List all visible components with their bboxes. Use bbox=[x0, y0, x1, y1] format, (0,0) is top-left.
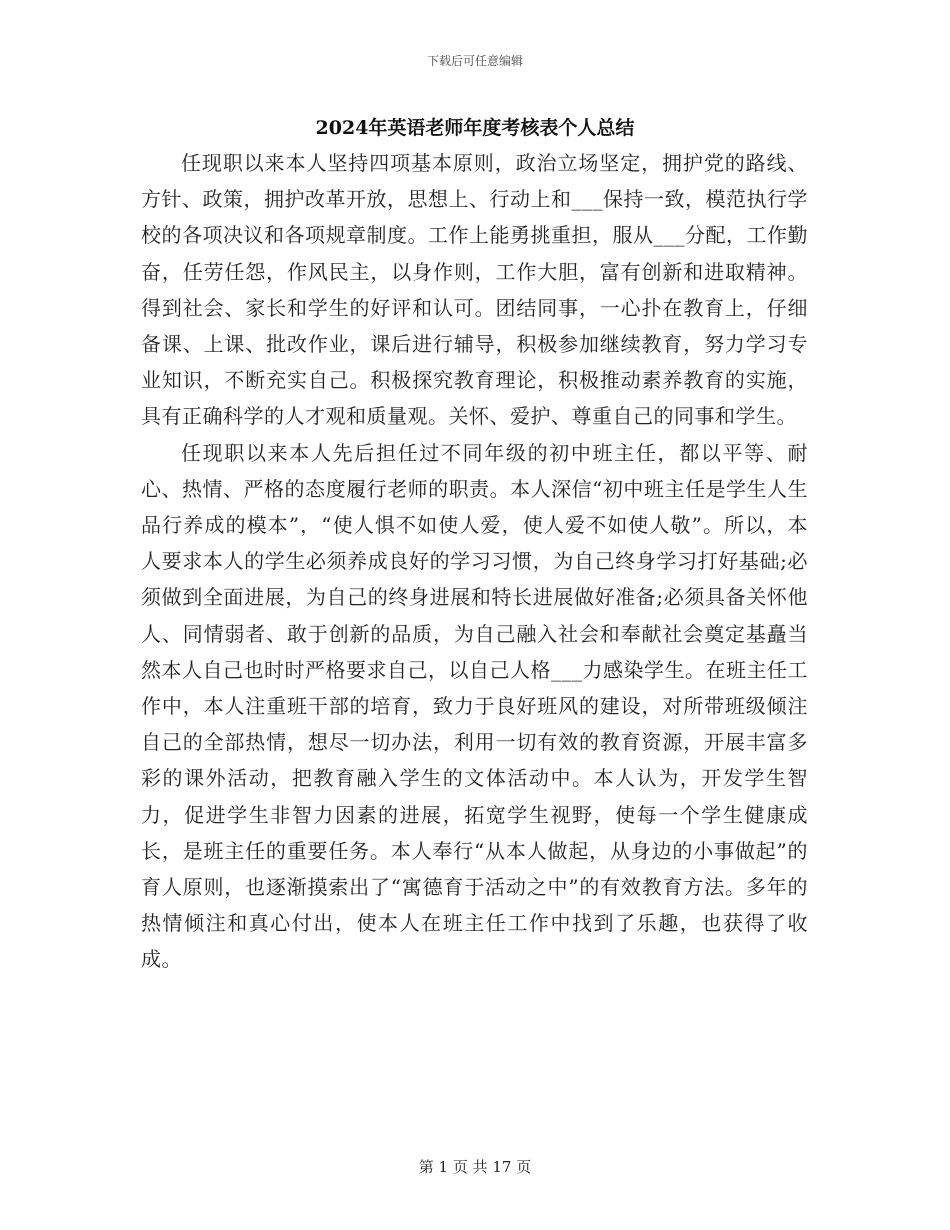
page-number: 第 1 页 共 17 页 bbox=[418, 1158, 532, 1176]
paragraph-2: 任现职以来本人先后担任过不同年级的初中班主任，都以平等、耐心、热情、严格的态度履行老师的职责。本人深信“初中班主任是学生人生品行养成的模本”，“使人惧不如使人爱，使人爱不如使人敬”。所以，本人要求本人的学生必须养成良好的学习习惯，为自己终身学习打好基础;必须做到全面进展，为自己的终身进展和特长进展做好准备;必须具备关怀他人、同情弱者、敢于创新的品质，为自己融入社会和奉献社会奠定基矗当然本人自己也时时严格要求自己，以自己人格___力感染学生。在班主任工作中，本人注重班干部的培育，致力于良好班风的建设，对所带班级倾注自己的全部热情，想尽一切办法，利用一切有效的教育资源，开展丰富多彩的课外活动，把教育融入学生的文体活动中。本人认为，开发学生智力，促进学生非智力因素的进展，拓宽学生视野，使每一个学生健康成长，是班主任的重要任务。本人奉行“从本人做起，从身边的小事做起”的育人原则，也逐渐摸索出了“寓德育于活动之中”的有效教育方法。多年的热情倾注和真心付出，使本人在班主任工作中找到了乐趣，也获得了收成。 bbox=[141, 440, 808, 972]
paragraph-1: 任现职以来本人坚持四项基本原则，政治立场坚定，拥护党的路线、方针、政策，拥护改革开放，思想上、行动上和___保持一致，模范执行学校的各项决议和各项规章制度。工作上能勇挑重担，服从___分配，工作勤奋，任劳任怨，作风民主，以身作则，工作大胆，富有创新和进取精神。得到社会、家长和学生的好评和认可。团结同事，一心扑在教育上，仔细备课、上课、批改作业，课后进行辅导，积极参加继续教育，努力学习专业知识，不断充实自己。积极探究教育理论，积极推动素养教育的实施，具有正确科学的人才观和质量观。关怀、爱护、尊重自己的同事和学生。 bbox=[141, 151, 808, 429]
document-title: 2024年英语老师年度考核表个人总结 bbox=[315, 117, 635, 139]
document-body bbox=[141, 145, 808, 978]
page-header-note: 下载后可任意编辑 bbox=[426, 54, 523, 68]
